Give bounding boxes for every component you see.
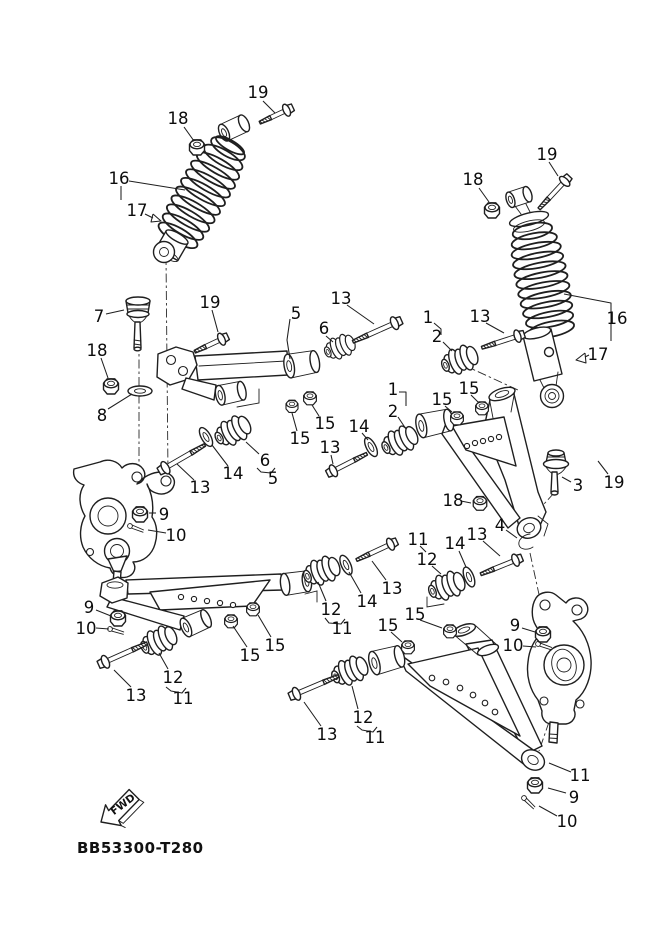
- callout-19: 19: [247, 83, 269, 102]
- callout-16: 16: [108, 169, 130, 188]
- callout-10: 10: [556, 812, 578, 831]
- leader-line: [258, 615, 271, 637]
- callout-17: 17: [587, 345, 609, 364]
- callout-15: 15: [289, 429, 311, 448]
- leader-line: [129, 181, 185, 190]
- callout-12: 12: [320, 600, 342, 619]
- callout-13: 13: [330, 289, 352, 308]
- callout-9: 9: [158, 505, 170, 524]
- leader-line: [479, 188, 489, 202]
- steering-knuckle-left: [74, 460, 175, 589]
- callout-6: 6: [318, 319, 330, 338]
- callout-17: 17: [126, 201, 148, 220]
- leader-line: [506, 530, 517, 538]
- shock-bottom-eye-left: [154, 242, 175, 263]
- leader-line: [549, 162, 558, 176]
- callout-7: 7: [93, 307, 105, 326]
- shock-absorber-right: [504, 185, 578, 407]
- leader-line: [108, 394, 132, 409]
- leader-line: [233, 626, 247, 647]
- fwd-arrow: [94, 786, 149, 838]
- callout-13: 13: [316, 725, 338, 744]
- ball-joint-upper-left: [126, 297, 150, 351]
- leader-line: [539, 806, 557, 816]
- callout-12: 12: [416, 550, 438, 569]
- callout-10: 10: [502, 636, 524, 655]
- leader-line: [212, 310, 218, 332]
- callout-13: 13: [319, 438, 341, 457]
- callout-6: 6: [259, 451, 271, 470]
- callout-15: 15: [458, 379, 480, 398]
- callout-12: 12: [162, 668, 184, 687]
- drawing-code: BB53300-T280: [77, 839, 204, 857]
- leader-line: [212, 445, 228, 466]
- callout-15: 15: [431, 390, 453, 409]
- callout-15: 15: [377, 616, 399, 635]
- ball-joint-upper-right: [544, 450, 569, 495]
- leader-line: [562, 477, 571, 482]
- steering-knuckle-right: [527, 592, 591, 743]
- shock-top-bushing-right: [504, 185, 534, 208]
- callout-11: 11: [569, 766, 591, 785]
- callout-19: 19: [536, 145, 558, 164]
- callout-10: 10: [75, 619, 97, 638]
- leader-line: [246, 442, 259, 454]
- upper-arm-left: [157, 347, 321, 406]
- leader-line: [106, 310, 124, 314]
- callout-15: 15: [239, 646, 261, 665]
- leader-line: [263, 101, 275, 113]
- callout-13: 13: [381, 579, 403, 598]
- shock-absorber-left: [143, 113, 254, 270]
- callout-3: 3: [572, 476, 584, 495]
- callout-4: 4: [494, 516, 506, 535]
- leader-line: [101, 358, 108, 378]
- leader-line: [522, 628, 535, 632]
- leader-line: [564, 294, 611, 341]
- callout-2: 2: [431, 327, 443, 346]
- callout-13: 13: [125, 686, 147, 705]
- callout-2: 2: [387, 402, 399, 421]
- callout-19: 19: [603, 473, 625, 492]
- leader-line: [349, 572, 361, 593]
- callout-14: 14: [444, 534, 466, 553]
- callout-1: 1: [422, 308, 434, 327]
- leader-line: [459, 551, 466, 567]
- leader-line: [549, 763, 571, 772]
- callout-19: 19: [199, 293, 221, 312]
- callout-1: 1: [387, 380, 399, 399]
- lower-arm-left: [100, 570, 313, 639]
- leader-line: [548, 788, 566, 793]
- callout-18: 18: [86, 341, 108, 360]
- callout-15: 15: [404, 605, 426, 624]
- leader-line: [352, 686, 358, 709]
- callout-15: 15: [314, 414, 336, 433]
- callout-5: 5: [267, 469, 279, 488]
- callout-14: 14: [348, 417, 370, 436]
- callout-11: 11: [172, 689, 194, 708]
- leader-line: [96, 610, 111, 616]
- callout-5: 5: [290, 304, 302, 323]
- callout-13: 13: [469, 307, 491, 326]
- callout-18: 18: [167, 109, 189, 128]
- callout-12: 12: [352, 708, 374, 727]
- callout-15: 15: [264, 636, 286, 655]
- callout-11: 11: [407, 530, 429, 549]
- leader-line: [114, 670, 131, 687]
- callout-9: 9: [509, 616, 521, 635]
- callout-18: 18: [442, 491, 464, 510]
- fwd-label: FWD: [108, 791, 138, 818]
- callout-11: 11: [364, 728, 386, 747]
- shock-bottom-eye-right: [541, 385, 564, 408]
- leader-line: [399, 392, 406, 406]
- leader-line: [443, 342, 452, 351]
- callout-9: 9: [568, 788, 580, 807]
- leader-line: [304, 702, 321, 726]
- leader-line: [96, 628, 109, 629]
- coil-spring-right: [505, 219, 578, 342]
- callout-14: 14: [356, 592, 378, 611]
- leader-line: [151, 214, 161, 222]
- callout-13: 13: [466, 525, 488, 544]
- callout-11: 11: [331, 619, 353, 638]
- leader-line: [372, 561, 386, 580]
- callout-9: 9: [83, 598, 95, 617]
- ball-joint-socket-lower-left: [100, 577, 128, 603]
- leader-line: [184, 127, 194, 141]
- leader-line: [159, 653, 168, 669]
- leader-line: [576, 353, 586, 363]
- callout-16: 16: [606, 309, 628, 328]
- callout-14: 14: [222, 464, 244, 483]
- callout-8: 8: [96, 406, 108, 425]
- callout-18: 18: [462, 170, 484, 189]
- callout-10: 10: [165, 526, 187, 545]
- callout-13: 13: [189, 478, 211, 497]
